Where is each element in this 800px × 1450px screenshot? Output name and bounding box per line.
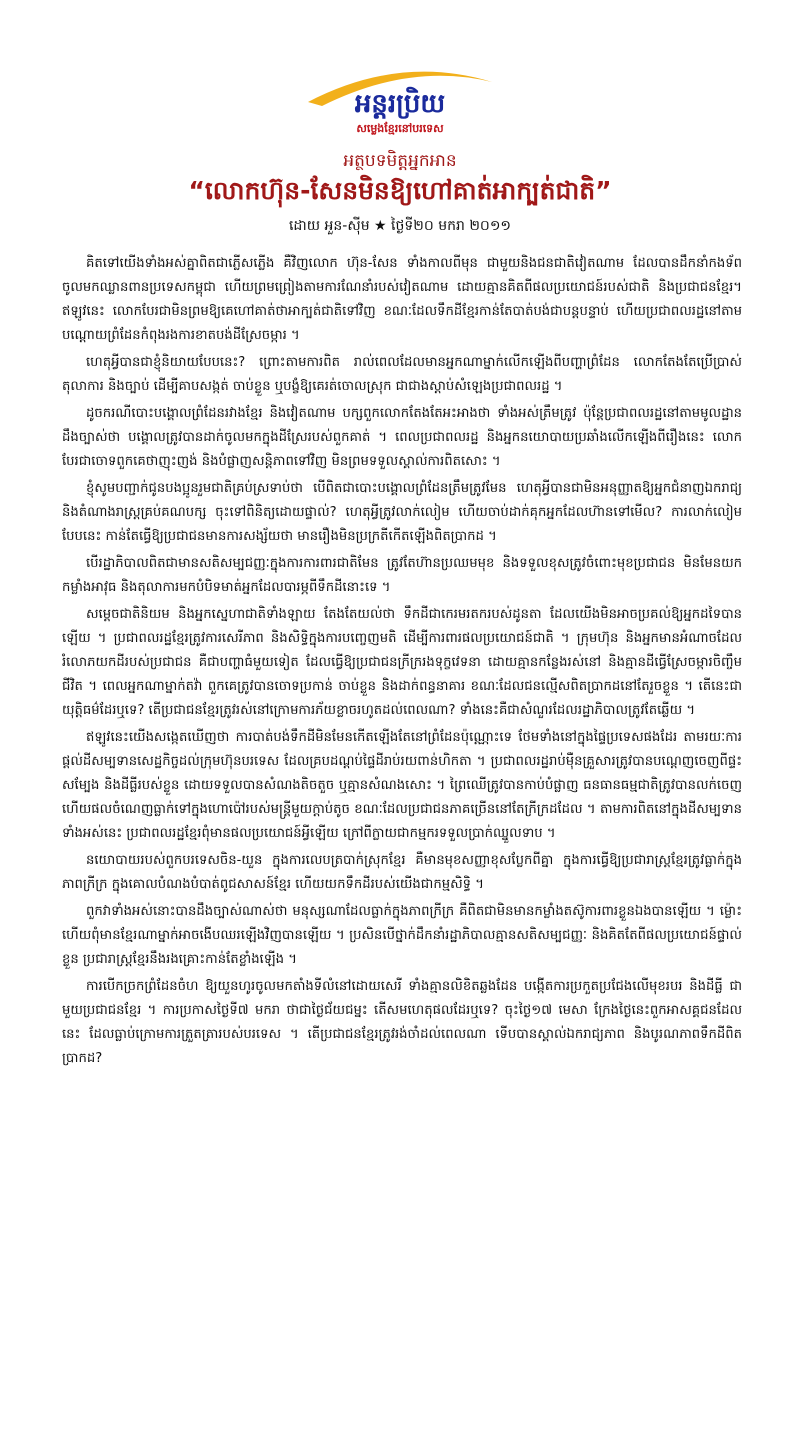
article-byline: ដោយ អួន-ស៊ីម ★ ថ្ងៃទី២០ មករា ២០១១ [288, 218, 512, 234]
masthead-logo [300, 60, 500, 140]
article-body [62, 252, 742, 1442]
logo-tagline: សម្លេងខ្មែរនៅបរទេស [356, 122, 444, 135]
article-paragraph: បើរដ្ឋាភិបាលពិតជាមានសតិសម្បជញ្ញៈក្នុងការការពារជាតិមែន ត្រូវតែហ៊ានប្រឈមមុខ និងទទួលខុសត្រូវចំពោះមុខប្រជាជន មិនមែនយកកម្លាំងអាវុធ និងតុលាការមកបំបិទមាត់អ្នកដែលបារម្ភពីទឹកដីនោះទេ ។ [62, 556, 742, 595]
logo-wordmark: អន្តរប្រិយ [354, 89, 446, 119]
article-paragraph: ខ្ញុំសូមបញ្ជាក់ជូនបងប្អូនរួមជាតិគ្រប់ស្រទាប់ថា បើពិតជាបោះបង្គោលព្រំដែនត្រឹមត្រូវមែន ហេតុអ្វីបានជាមិនអនុញ្ញាតឱ្យអ្នកជំនាញឯករាជ្យ និងតំណាងរាស្ត្រគ្រប់គណបក្ស ចុះទៅពិនិត្យដោយផ្ទាល់? ហេតុអ្វីត្រូវលាក់លៀម ហើយចាប់ដាក់គុកអ្នកដែលហ៊ានទៅមើល? ការលាក់លៀមបែបនេះ កាន់តែធ្វើឱ្យប្រជាជនមានការសង្ស័យថា មានរឿងមិនប្រក្រតីកើតឡើងពិតប្រាកដ ។ [62, 481, 742, 544]
article-paragraph: ហេតុអ្វីបានជាខ្ញុំនិយាយបែបនេះ? ព្រោះតាមការពិត រាល់ពេលដែលមានអ្នកណាម្នាក់លើកឡើងពីបញ្ហាព្រំដែន លោកតែងតែប្រើប្រាស់តុលាការ និងច្បាប់ ដើម្បីគាបសង្កត់ ចាប់ខ្លួន ឬបង្ខំឱ្យគេរត់ចោលស្រុក ជាជាងស្តាប់សំឡេងប្រជាពលរដ្ឋ ។ [62, 355, 742, 394]
article-paragraph: សម្តេចជាតិនិយម និងអ្នកស្នេហាជាតិទាំងឡាយ តែងតែយល់ថា ទឹកដីជាកេរមរតករបស់ដូនតា ដែលយើងមិនអាចប្រគល់ឱ្យអ្នកដទៃបានឡើយ ។ ប្រជាពលរដ្ឋខ្មែរត្រូវការសេរីភាព និងសិទ្ធិក្នុងការបញ្ចេញមតិ ដើម្បីការពារផលប្រយោជន៍ជាតិ ។ ក្រុមហ៊ុន និងអ្នកមានអំណាចដែលរំលោភយកដីរបស់ប្រជាជន គឺជាបញ្ហាធំមួយទៀត ដែលធ្វើឱ្យប្រជាជនក្រីក្ររងទុក្ខវេទនា ដោយគ្មានកន្លែងរស់នៅ និងគ្មានដីធ្វើស្រែចម្ការចិញ្ចឹមជីវិត ។ ពេលអ្នកណាម្នាក់តវ៉ា ពួកគេត្រូវបានចោទប្រកាន់ ចាប់ខ្លួន និងដាក់ពន្ធនាគារ ខណៈដែលជនល្មើសពិតប្រាកដនៅតែរួចខ្លួន ។ តើនេះជាយុត្តិធម៌ដែរឬទេ? តើប្រជាជនខ្មែរត្រូវរស់នៅក្រោមការភ័យខ្លាចរហូតដល់ពេលណា? ទាំងនេះគឺជាសំណួរដែលរដ្ឋាភិបាលត្រូវតែឆ្លើយ ។ [62, 607, 742, 718]
article-paragraph: ដូចករណីបោះបង្គោលព្រំដែនរវាងខ្មែរ និងវៀតណាម បក្សពួកលោកតែងតែអះអាងថា ទាំងអស់ត្រឹមត្រូវ ប៉ុន្តែប្រជាពលរដ្ឋនៅតាមមូលដ្ឋានដឹងច្បាស់ថា បង្គោលត្រូវបានដាក់ចូលមកក្នុងដីស្រែរបស់ពួកគាត់ ។ ពេលប្រជាពលរដ្ឋ និងអ្នកនយោបាយប្រឆាំងលើកឡើងពីរឿងនេះ លោកបែរជាចោទពួកគេថាញុះញង់ និងបំផ្លាញសន្តិភាពទៅវិញ មិនព្រមទទួលស្គាល់ការពិតសោះ ។ [62, 406, 742, 469]
article-paragraph: នយោបាយរបស់ពួកបរទេសចិន-យួន ក្នុងការលេបត្របាក់ស្រុកខ្មែរ គឺមានមុខសញ្ញាខុសប្លែកពីគ្នា ក្នុងការធ្វើឱ្យប្រជារាស្ត្រខ្មែរត្រូវធ្លាក់ក្នុងភាពក្រីក្រ ក្នុងគោលបំណងបំបាត់ពូជសាសន៍ខ្មែរ ហើយយកទឹកដីរបស់យើងជាកម្មសិទ្ធិ ។ [62, 853, 742, 892]
article-paragraph: ឥឡូវនេះយើងសង្កេតឃើញថា ការបាត់បង់ទឹកដីមិនមែនកើតឡើងតែនៅព្រំដែនប៉ុណ្ណោះទេ ថែមទាំងនៅក្នុងផ្ទៃប្រទេសផងដែរ តាមរយៈការផ្តល់ដីសម្បទានសេដ្ឋកិច្ចដល់ក្រុមហ៊ុនបរទេស ដែលគ្របដណ្តប់ផ្ទៃដីរាប់រយពាន់ហិកតា ។ ប្រជាពលរដ្ឋរាប់ម៉ឺនគ្រួសារត្រូវបានបណ្តេញចេញពីផ្ទះសម្បែង និងដីធ្លីរបស់ខ្លួន ដោយទទួលបានសំណងតិចតួច ឬគ្មានសំណងសោះ ។ ព្រៃឈើត្រូវបានកាប់បំផ្លាញ ធនធានធម្មជាតិត្រូវបានលក់ចេញ ហើយផលចំណេញធ្លាក់ទៅក្នុងហោប៉ៅរបស់មន្ត្រីមួយក្តាប់តូច ខណៈដែលប្រជាជនភាគច្រើននៅតែក្រីក្រដដែល ។ តាមការពិតនៅក្នុងដីសម្បទានទាំងអស់នេះ ប្រជាពលរដ្ឋខ្មែរពុំមានផលប្រយោជន៍អ្វីឡើយ ក្រៅពីក្លាយជាកម្មករទទួលប្រាក់ឈ្នួលទាប ។ [62, 730, 742, 841]
article-paragraph: ការបើកច្រកព្រំដែនចំហ ឱ្យយួនហូរចូលមកតាំងទីលំនៅដោយសេរី ទាំងគ្មានលិខិតឆ្លងដែន បង្កើតការប្រកួតប្រជែងលើមុខរបរ និងដីធ្លី ជាមួយប្រជាជនខ្មែរ ។ ការប្រកាសថ្ងៃទី៧ មករា ថាជាថ្ងៃជ័យជម្នះ តើសមហេតុផលដែរឬទេ? ចុះថ្ងៃ១៧ មេសា ក្រែងថ្ងៃនេះពួកអាសគ្គជនដែលនេះ ដែលធ្លាប់ក្រោមការត្រួតត្រារបស់បរទេស ។ តើប្រជាជនខ្មែរត្រូវរង់ចាំដល់ពេលណា ទើបបានស្គាល់ឯករាជ្យភាព និងបូរណភាពទឹកដីពិតប្រាកដ? [62, 979, 742, 1066]
article-paragraph: គិតទៅយើងទាំងអស់គ្នាពិតជាភ្លើសភ្លើង គឺវិញលោក ហ៊ុន-សែន ទាំងកាលពីមុន ជាមួយនិងជនជាតិវៀតណាម ដែលបានដឹកនាំកងទ័ពចូលមកឈ្លានពានប្រទេសកម្ពុជា ហើយព្រមព្រៀងតាមការណែនាំរបស់វៀតណាម ដោយគ្មានគិតពីផលប្រយោជន៍របស់ជាតិ និងប្រជាជនខ្មែរ។ ឥឡូវនេះ លោកបែរជាមិនព្រមឱ្យគេហៅគាត់ថាអាក្បត់ជាតិទៅវិញ ខណៈដែលទឹកដីខ្មែរកាន់តែបាត់បង់ជាបន្តបន្ទាប់ ហើយប្រជាពលរដ្ឋនៅតាមបណ្តោយព្រំដែនកំពុងរងការខាតបង់ដីស្រែចម្ការ ។ [62, 256, 742, 343]
logo-graphic [300, 60, 500, 140]
article-paragraph: ពួកវាទាំងអស់នោះបានដឹងច្បាស់ណាស់ថា មនុស្សណាដែលធ្លាក់ក្នុងភាពក្រីក្រ គឺពិតជាមិនមានកម្លាំងតស៊ូការពារខ្លួនឯងបានឡើយ ។ ម៉្លោះហើយពុំមានខ្មែរណាម្នាក់អាចងើបឈរឡើងវិញបានឡើយ ។ ប្រសិនបើថ្នាក់ដឹកនាំរដ្ឋាភិបាលគ្មានសតិសម្បជញ្ញៈ និងគិតតែពីផលប្រយោជន៍ផ្ទាល់ខ្លួន ប្រជារាស្ត្រខ្មែរនឹងរងគ្រោះកាន់តែខ្លាំងឡើង ។ [62, 904, 742, 967]
section-label: អត្ថបទមិត្តអ្នកអាន [343, 151, 457, 171]
article-headline: “លោកហ៊ុន-សែនមិនឱ្យហៅគាត់អាក្បត់ជាតិ” [188, 176, 612, 205]
